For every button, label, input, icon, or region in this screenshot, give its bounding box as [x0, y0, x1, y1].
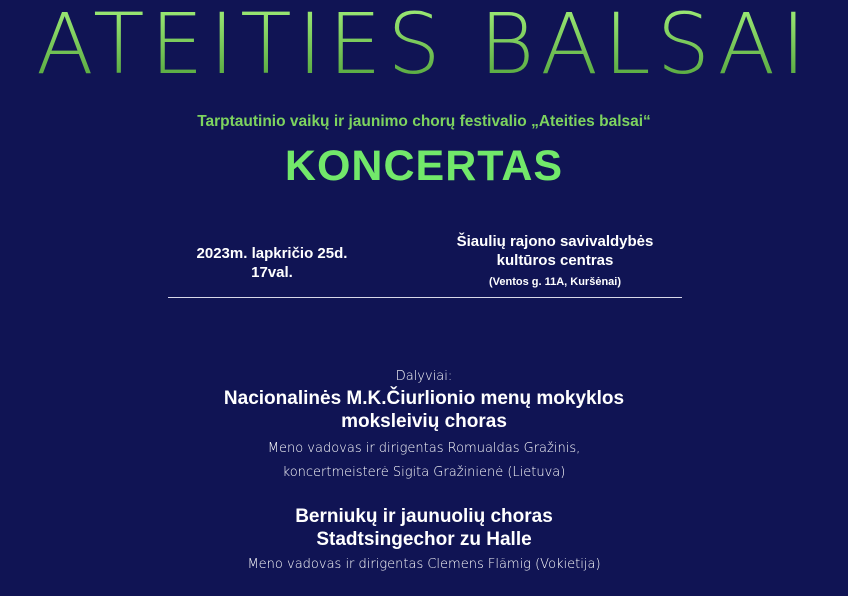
event-date: 2023m. lapkričio 25d.	[196, 245, 348, 262]
event-venue	[420, 232, 690, 290]
choir-2	[0, 505, 848, 577]
event-datetime	[168, 244, 376, 282]
logo-text: ATEITIES BALSAI	[36, 0, 812, 80]
choir-1-director-line1: Meno vadovas ir dirigentas Romualdas Gražinis,	[267, 441, 581, 456]
festival-logo	[0, 0, 848, 80]
festival-subtitle: Tarptautinio vaikų ir jaunimo chorų festivalio „Ateities balsai“	[197, 113, 651, 130]
venue-address: (Ventos g. 11A, Kuršėnai)	[488, 276, 622, 288]
choir-2-name-line1: Berniukų ir jaunuolių choras	[295, 506, 553, 527]
page-title: KONCERTAS	[284, 142, 564, 190]
event-time: 17val.	[251, 264, 293, 281]
venue-name-line1: Šiaulių rajono savivaldybės	[456, 233, 654, 250]
choir-2-director-line1: Meno vadovas ir dirigentas Clemens Flämig (Vokietija)	[247, 557, 601, 572]
venue-name-line2: kultūros centras	[496, 252, 614, 269]
choir-1-name-line2: moksleivių choras	[341, 411, 507, 432]
choir-2-name-line2: Stadtsingechor zu Halle	[316, 529, 532, 550]
participants-label: Dalyviai:	[395, 369, 453, 384]
choir-1-director-line2: koncertmeisterė Sigita Gražinienė (Lietuva)	[282, 465, 566, 480]
divider	[168, 297, 682, 298]
choir-1	[0, 387, 848, 485]
choir-1-name-line1: Nacionalinės M.K.Čiurlionio menų mokyklos	[223, 388, 625, 409]
